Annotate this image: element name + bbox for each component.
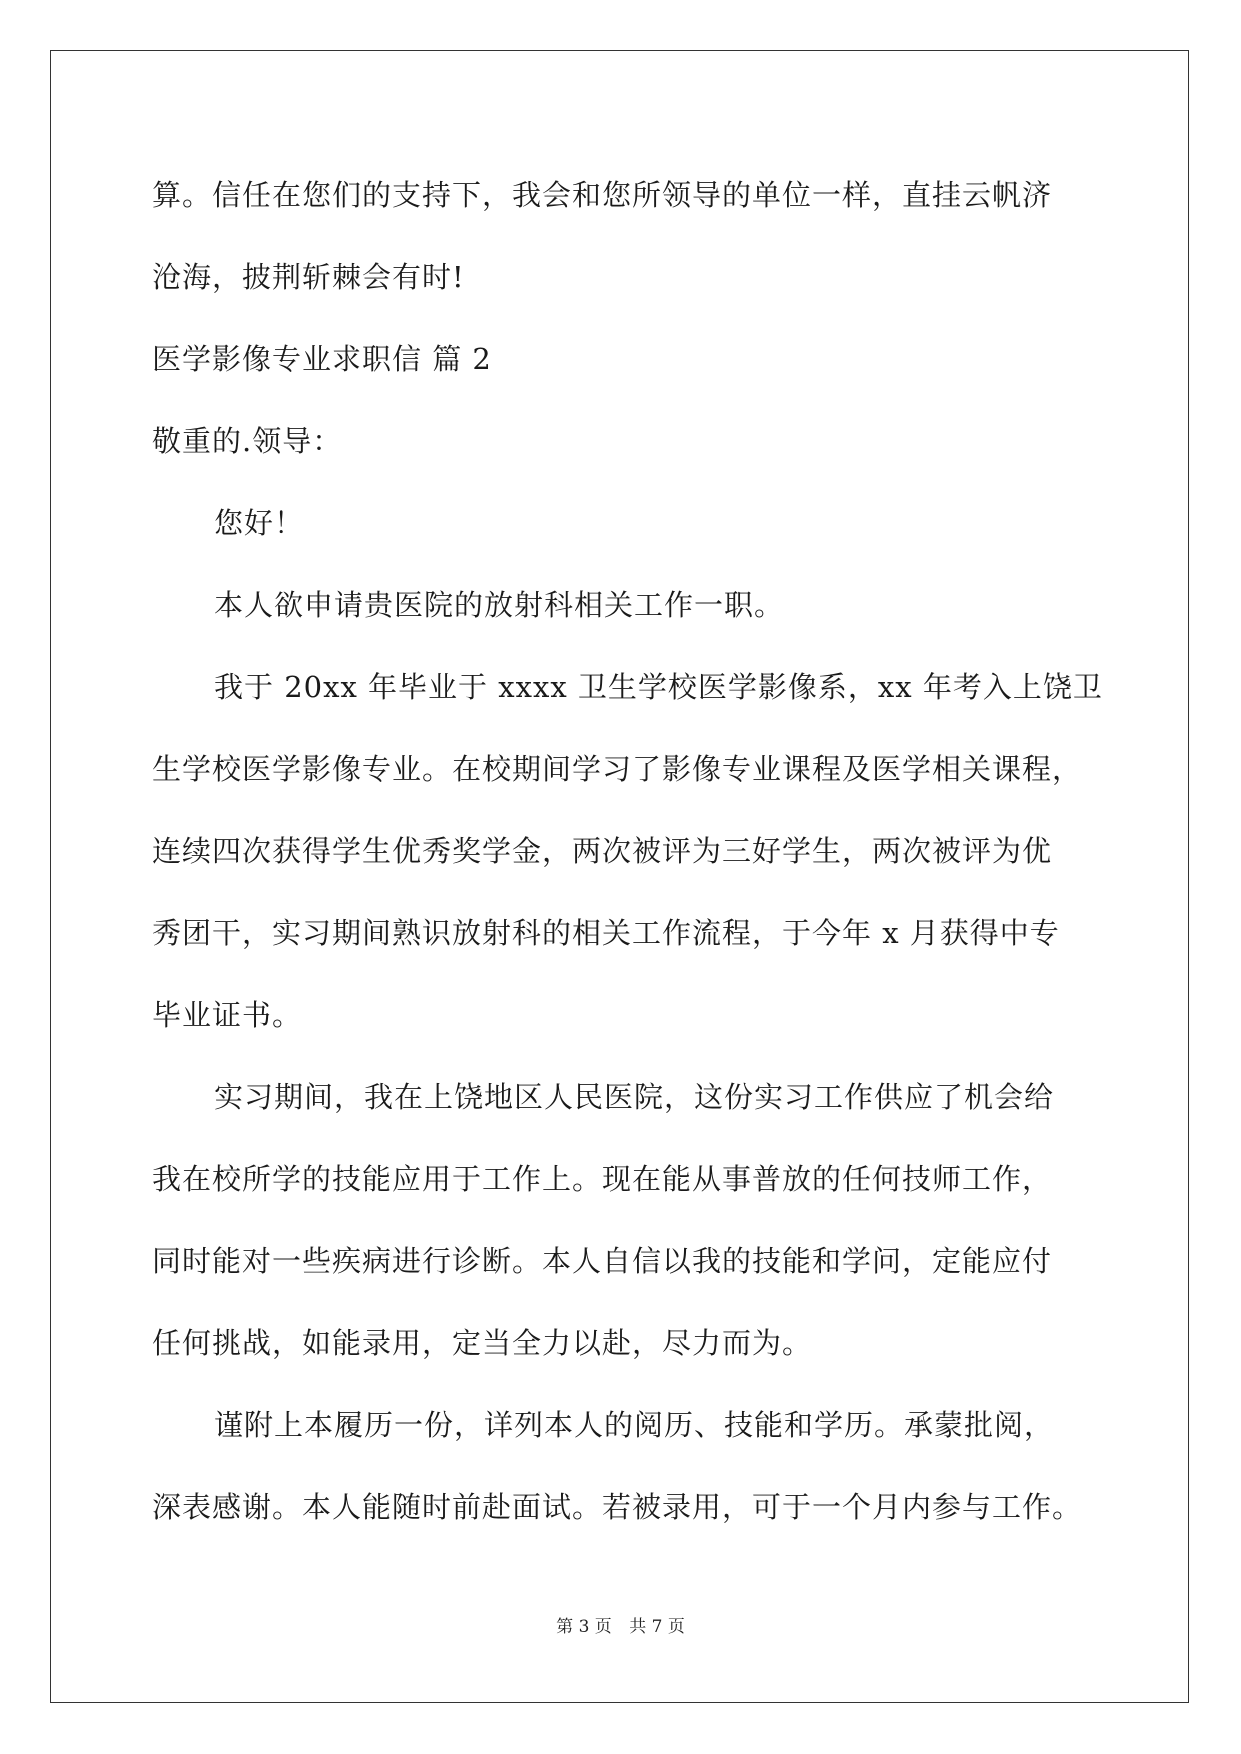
page-footer bbox=[0, 1612, 1241, 1637]
text-line: 生学校医学影像专业。在校期间学习了影像专业课程及医学相关课程， bbox=[152, 752, 1083, 786]
text-line: 我在校所学的技能应用于工作上。现在能从事普放的任何技师工作， bbox=[152, 1162, 1053, 1196]
text-line: 深表感谢。本人能随时前赴面试。若被录用，可于一个月内参与工作。 bbox=[152, 1490, 1083, 1524]
text-line: 同时能对一些疾病进行诊断。本人自信以我的技能和学问，定能应付 bbox=[152, 1244, 1053, 1278]
text-line: 实习期间，我在上饶地区人民医院，这份实习工作供应了机会给 bbox=[214, 1080, 1055, 1114]
text-line: 本人欲申请贵医院的放射科相关工作一职。 bbox=[214, 588, 785, 622]
greeting: 您好！ bbox=[214, 506, 305, 540]
text-line: 任何挑战，如能录用，定当全力以赴，尽力而为。 bbox=[152, 1326, 813, 1360]
text-line: 沧海，披荆斩棘会有时! bbox=[152, 260, 465, 294]
text-line: 谨附上本履历一份，详列本人的阅历、技能和学历。承蒙批阅， bbox=[214, 1408, 1055, 1442]
text-line: 我于 20xx 年毕业于 xxxx 卫生学校医学影像系，xx 年考入上饶卫 bbox=[214, 670, 1103, 704]
text-line: 连续四次获得学生优秀奖学金，两次被评为三好学生，两次被评为优 bbox=[152, 834, 1053, 868]
text-line: 秀团干，实习期间熟识放射科的相关工作流程，于今年 x 月获得中专 bbox=[152, 916, 1060, 950]
text-line: 毕业证书。 bbox=[152, 998, 303, 1032]
salutation: 敬重的.领导： bbox=[152, 424, 343, 458]
page-number: 第 3 页 bbox=[556, 1617, 612, 1637]
page-total: 共 7 页 bbox=[629, 1617, 685, 1637]
section-heading: 医学影像专业求职信 篇 2 bbox=[152, 342, 492, 376]
document-body bbox=[152, 154, 1103, 1548]
text-line: 算。信任在您们的支持下，我会和您所领导的单位一样，直挂云帆济 bbox=[152, 178, 1053, 212]
